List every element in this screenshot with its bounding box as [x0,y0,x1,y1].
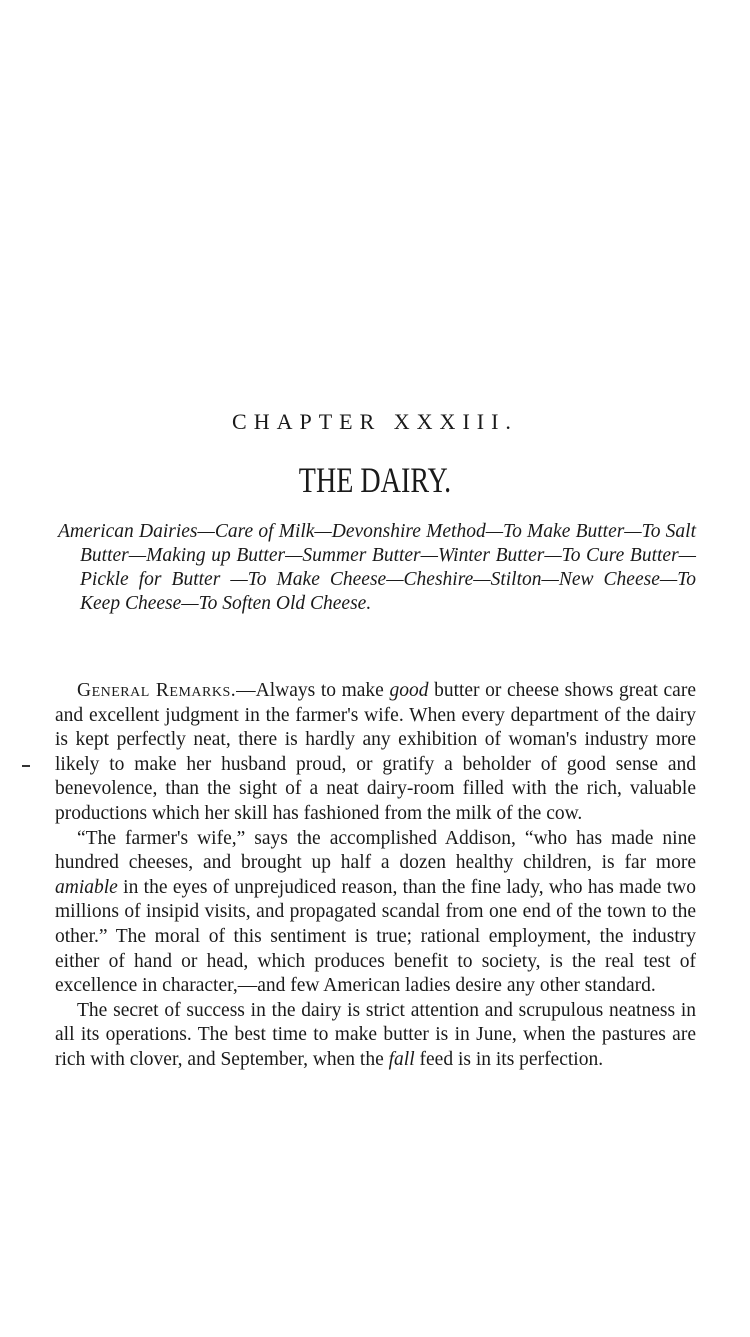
body-text [55,679,696,1073]
paragraph-addison-quote [55,827,696,999]
chapter-title: THE DAIRY. [298,460,452,500]
chapter-number: CHAPTER XXXIII. [232,409,518,434]
paragraph-text: —Always to make [236,680,390,701]
paragraph-text: butter or cheese shows great care and excellent judgment in the farmer's wife. When every department of the dairy is kept perfectly neat, there is hardly any exhibition of woman's industry more likely to make her husband proud, or gratify a beholder of good sense and benevolence, than the sight of a neat dairy-room filled with the rich, valuable productions which her skill has fashioned from the milk of the cow. [55,680,696,824]
emphasis: amiable [55,876,118,898]
paragraph-text: “The farmer's wife,” says the accomplished Addison, “who has made nine hundred cheeses, and brought up half a dozen healthy children, is far more [55,827,696,874]
paragraph-text: in the eyes of unprejudiced reason, than the fine lady, who has made two millions of insipid visits, and propagated scandal from one end of the town to the other.” The moral of this sentiment is true; rational employment, the industry either of hand or head, which produces benefit to society, is the real test of excellence in character,—and few American ladies desire any other standard. [55,876,696,997]
chapter-synopsis: American Dairies—Care of Milk—Devonshire Method—To Make Butter—To Salt Butter—Making up Butter—Summer Butter—Winter Butter—To Cure Butter—Pickle for Butter —To Make Cheese—Cheshire—Stilton—New Cheese—To Keep Cheese—To Soften Old Cheese. [58,521,696,614]
paragraph-secret-of-success [55,999,696,1073]
margin-mark [22,765,30,767]
section-lead: General Remarks. [77,680,237,701]
emphasis: good [389,680,429,701]
emphasis: fall [388,1048,415,1070]
paragraph-text: The secret of success in the dairy is strict attention and scrupulous neatness in all its operations. The best time to make butter is in June, when the pastures are rich with clover, and September, when the [55,999,696,1070]
paragraph-text: feed is in its perfection. [414,1048,604,1070]
paragraph-general-remarks [55,679,696,827]
